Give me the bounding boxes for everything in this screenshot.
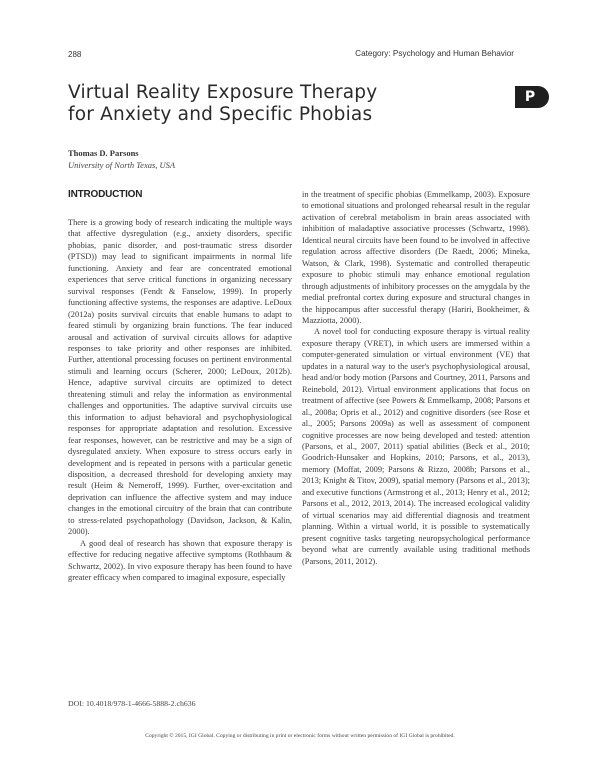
section-letter-badge: P (515, 86, 549, 108)
body-column-right (302, 189, 530, 567)
title-line-2: for Anxiety and Specific Phobias (68, 104, 373, 125)
paragraph: A good deal of research has shown that exposure therapy is effective for reducing negative affective symptoms (Rothbaum & Schwartz, 2002). In vivo exposure therapy has been found to have greater efficacy when compared to imaginal exposure, especially (68, 538, 292, 583)
copyright-footer: Copyright © 2015, IGI Global. Copying or distributing in print or electronic forms without written permission of IGI Global is prohibited. (145, 733, 455, 739)
body-column-left (68, 217, 292, 584)
section-heading: INTRODUCTION (68, 189, 143, 200)
page-number: 288 (68, 50, 82, 59)
author-name: Thomas D. Parsons (68, 148, 139, 158)
category-label: Category: Psychology and Human Behavior (355, 49, 514, 58)
author-affiliation: University of North Texas, USA (68, 160, 176, 170)
article-title (68, 82, 468, 126)
title-line-1: Virtual Reality Exposure Therapy (68, 82, 378, 103)
paragraph: There is a growing body of research indicating the multiple ways that affective dysregulation (e.g., anxiety disorders, specific phobias, panic disorder, and post-traumatic stress disorder (PTSD)) may lead to significant impairments in normal life functioning. Anxiety and fear are concentrated emotional experiences that serve critical functions in organizing necessary survival responses (Fendt & Fanselow, 1999). In properly functioning affective systems, the responses are adaptive. LeDoux (2012a) posits survival circuits that enable humans to adapt to feared stimuli by organizing brain functions. The fear induced arousal and activation of survival circuits allows for adaptive responses to take priority and other responses are inhibited. Further, attentional processing focuses on pertinent environmental stimuli and learning occurs (Scherer, 2000; LeDoux, 2012b). Hence, adaptive survival circuits are optimized to detect threatening stimuli and relay the information as environmental challenges and opportunities. The adaptive survival circuits use this information to adjust behavioral and psychophysiological responses for appropriate adaptation and resolution. Excessive fear responses, however, can be restrictive and may be a sign of dysregulated anxiety. When exposure to stress occurs early in development and is repeated in persons with a particular genetic disposition, a decreased threshold for developing anxiety may result (Heim & Nemeroff, 1999). Further, over-excitation and deprivation can influence the affective system and may induce changes in the emotional circuitry of the brain that can contribute to stress-related psychopathology (Davidson, Jackson, & Kalin, 2000). (68, 218, 292, 537)
doi-line: DOI: 10.4018/978-1-4666-5888-2.ch636 (68, 699, 196, 708)
paragraph: A novel tool for conducting exposure therapy is virtual reality exposure therapy (VRET), in which users are immersed within a computer-generated simulation or virtual environment (VE) that updates in a natural way to the user's psychophysiological arousal, head and/or body motion (Parsons and Courtney, 2011, Parsons and Reinebold, 2012). Virtual environment applications that focus on treatment of affective (see Powers & Emmelkamp, 2008; Parsons et al., 2008a; Opris et al., 2012) and cognitive disorders (see Rose et al., 2005; Parsons 2009a) as well as assessment of component cognitive processes are now being developed and tested: attention (Parsons, et al., 2007, 2011) spatial abilities (Beck et al., 2010; Goodrich-Hunsaker and Hopkins, 2010; Parsons, et al., 2013), memory (Moffat, 2009; Parsons & Rizzo, 2008b; Parsons et al., 2013; Knight & Titov, 2009), spatial memory (Parsons et al., 2013); and executive functions (Armstrong et al., 2013; Henry et al., 2012; Parsons et al., 2012, 2013, 2014). The increased ecological validity of virtual scenarios may aid differential diagnosis and treatment planning. Within a virtual world, it is possible to systematically present cognitive tasks targeting neuropsychological performance beyond what are currently available using traditional methods (Parsons, 2011, 2012). (302, 327, 530, 566)
paragraph: in the treatment of specific phobias (Emmelkamp, 2003). Exposure to emotional situations and prolonged rehearsal result in the regular activation of cerebral metabolism in brain areas associated with inhibition of maladaptive associative processes (Schwartz, 1998). Identical neural circuits have been found to be involved in affective regulation across affective disorders (De Raedt, 2006; Mineka, Watson, & Clark, 1998). Systematic and controlled therapeutic exposure to phobic stimuli may enhance emotional regulation through adjustments of inhibitory processes on the amygdala by the medial prefrontal cortex during exposure and structural changes in the hippocampus after successful therapy (Hariri, Bookheimer, & Mazziotta, 2000). (302, 190, 530, 325)
